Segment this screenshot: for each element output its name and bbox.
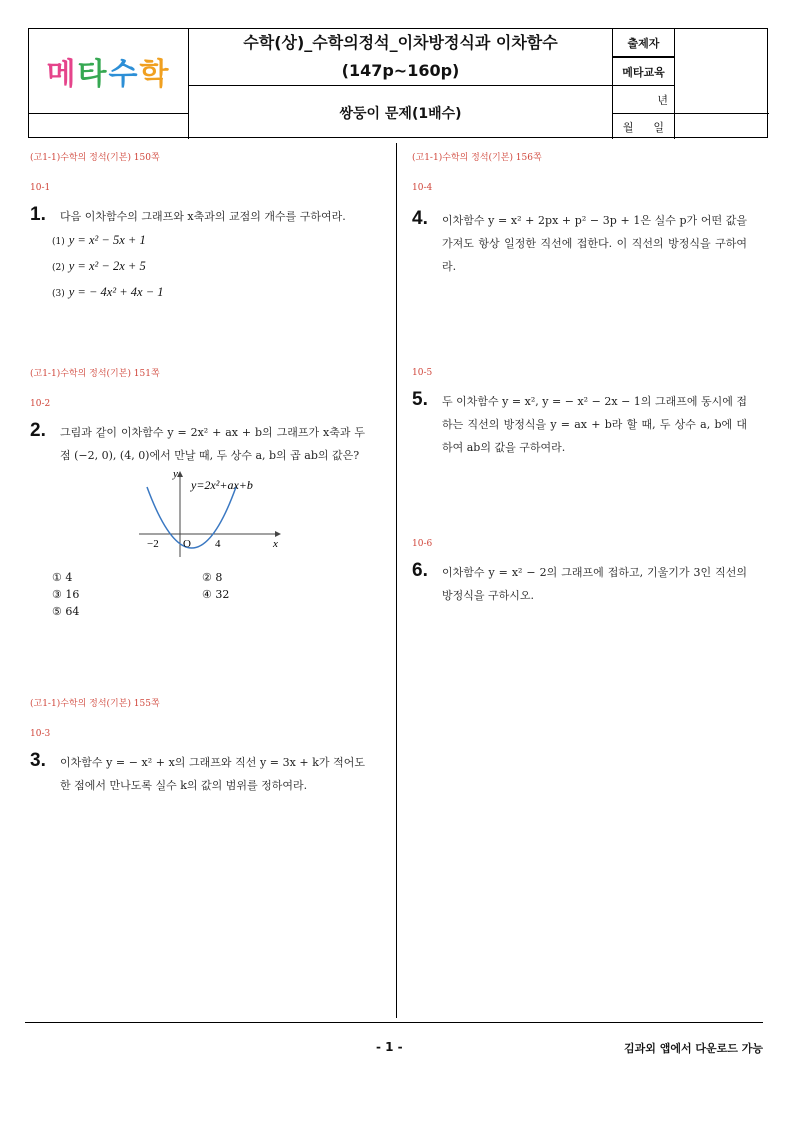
- problem-3: [30, 696, 365, 797]
- problem-text: 두 이차함수 y = x², y = − x² − 2x − 1의 그래프에 동시에 접하는 직선의 방정식을 y = ax + b라 할 때, 두 상수 a, b에 대하여 ab의 값을 구하여라.: [442, 395, 747, 454]
- problem-number: 4.: [412, 208, 428, 229]
- problem-number: 1.: [30, 204, 46, 225]
- title-cell: [189, 29, 613, 86]
- footer-line: [25, 1022, 763, 1023]
- sub-item: (2) y = x² − 2x + 5: [52, 259, 146, 273]
- problem-number: 3.: [30, 750, 46, 771]
- problem-source: (고1-1)수학의 정석(기본) 156쪽: [412, 153, 542, 163]
- graph-origin-label: O: [183, 538, 191, 550]
- author-value: 메타교육: [613, 57, 675, 86]
- problem-code: 10-5: [412, 368, 433, 378]
- choice: ① 4: [52, 571, 73, 584]
- problem-body: [412, 209, 747, 278]
- problem-source: (고1-1)수학의 정석(기본) 151쪽: [30, 369, 160, 379]
- problem-6: [412, 539, 747, 607]
- sub-item: (1) y = x² − 5x + 1: [52, 233, 146, 247]
- problem-text: 다음 이차함수의 그래프와 x축과의 교점의 개수를 구하여라.: [60, 210, 346, 223]
- choice: ③ 16: [52, 588, 80, 601]
- column-divider: [396, 143, 397, 1018]
- problem-source: (고1-1)수학의 정석(기본) 150쪽: [30, 153, 160, 163]
- problem-number: 6.: [412, 560, 428, 581]
- footer-download-note: 김과외 앱에서 다운로드 가능: [624, 1042, 763, 1055]
- parabola-curve: [147, 487, 236, 548]
- parabola-graph: [135, 469, 285, 559]
- choice: ④ 32: [202, 588, 230, 601]
- left-column: [30, 150, 365, 797]
- choice: ⑤ 64: [52, 605, 80, 618]
- author-label: 출제자: [613, 29, 675, 57]
- problem-body: [412, 561, 747, 607]
- year-cell: 년: [613, 86, 675, 114]
- problem-code: 10-6: [412, 539, 433, 549]
- logo-blank-cell: [29, 114, 189, 139]
- title-line-1: 수학(상)_수학의정석_이차방정식과 이차함수: [243, 33, 558, 52]
- graph-root-left: −2: [147, 538, 159, 550]
- problem-text: 이차함수 y = − x² + x의 그래프와 직선 y = 3x + k가 적어도 한 점에서 만나도록 실수 k의 값의 범위를 정하여라.: [60, 756, 365, 792]
- logo: 메타수학: [46, 57, 171, 92]
- month-day-cell: [613, 114, 675, 139]
- graph-x-label: x: [273, 538, 278, 550]
- problem-number: 5.: [412, 389, 428, 410]
- sub-items: [52, 228, 365, 306]
- sub-item: (3) y = − 4x² + 4x − 1: [52, 285, 164, 299]
- blank-cell-top: [675, 29, 769, 114]
- graph-curve-label: y=2x²+ax+b: [191, 478, 253, 492]
- choice: ② 8: [202, 571, 223, 584]
- problem-number: 2.: [30, 420, 46, 441]
- problem-code: 10-2: [30, 399, 51, 409]
- header-table: [28, 28, 768, 138]
- problem-5: [412, 368, 747, 459]
- day-label: 일: [653, 120, 665, 134]
- problem-text: 이차함수 y = x² + 2px + p² − 3p + 1은 실수 p가 어떤 값을 가져도 항상 일정한 직선에 접한다. 이 직선의 방정식을 구하여라.: [442, 214, 747, 273]
- graph-root-right: 4: [215, 538, 221, 550]
- problem-2: [30, 366, 365, 618]
- problem-1: [30, 150, 365, 306]
- answer-choices: [52, 571, 365, 618]
- y-axis-arrow: [177, 471, 183, 477]
- problem-body: [30, 205, 365, 228]
- month-label: 월: [622, 120, 634, 134]
- right-column: [412, 150, 747, 607]
- subtitle-cell: 쌍둥이 문제(1배수): [189, 86, 613, 139]
- problem-text: 이차함수 y = x² − 2의 그래프에 접하고, 기울기가 3인 직선의 방정식을 구하시오.: [442, 566, 747, 602]
- graph-y-label: y: [173, 469, 178, 480]
- problem-source: (고1-1)수학의 정석(기본) 155쪽: [30, 699, 160, 709]
- problem-body: [412, 390, 747, 459]
- problem-4: [412, 150, 747, 278]
- title-line-2: (147p~160p): [341, 61, 460, 80]
- x-axis-arrow: [275, 531, 281, 537]
- problem-text: 그림과 같이 이차함수 y = 2x² + ax + b의 그래프가 x축과 두 점 (−2, 0), (4, 0)에서 만날 때, 두 상수 a, b의 곱 ab의 값은?: [60, 426, 365, 462]
- page-number: - 1 -: [376, 1040, 403, 1054]
- problem-body: [30, 751, 365, 797]
- problem-code: 10-1: [30, 183, 51, 193]
- problem-code: 10-3: [30, 729, 51, 739]
- logo-cell: [29, 29, 189, 114]
- blank-cell-bottom: [675, 114, 769, 139]
- problem-body: [30, 421, 365, 467]
- problem-code: 10-4: [412, 183, 433, 193]
